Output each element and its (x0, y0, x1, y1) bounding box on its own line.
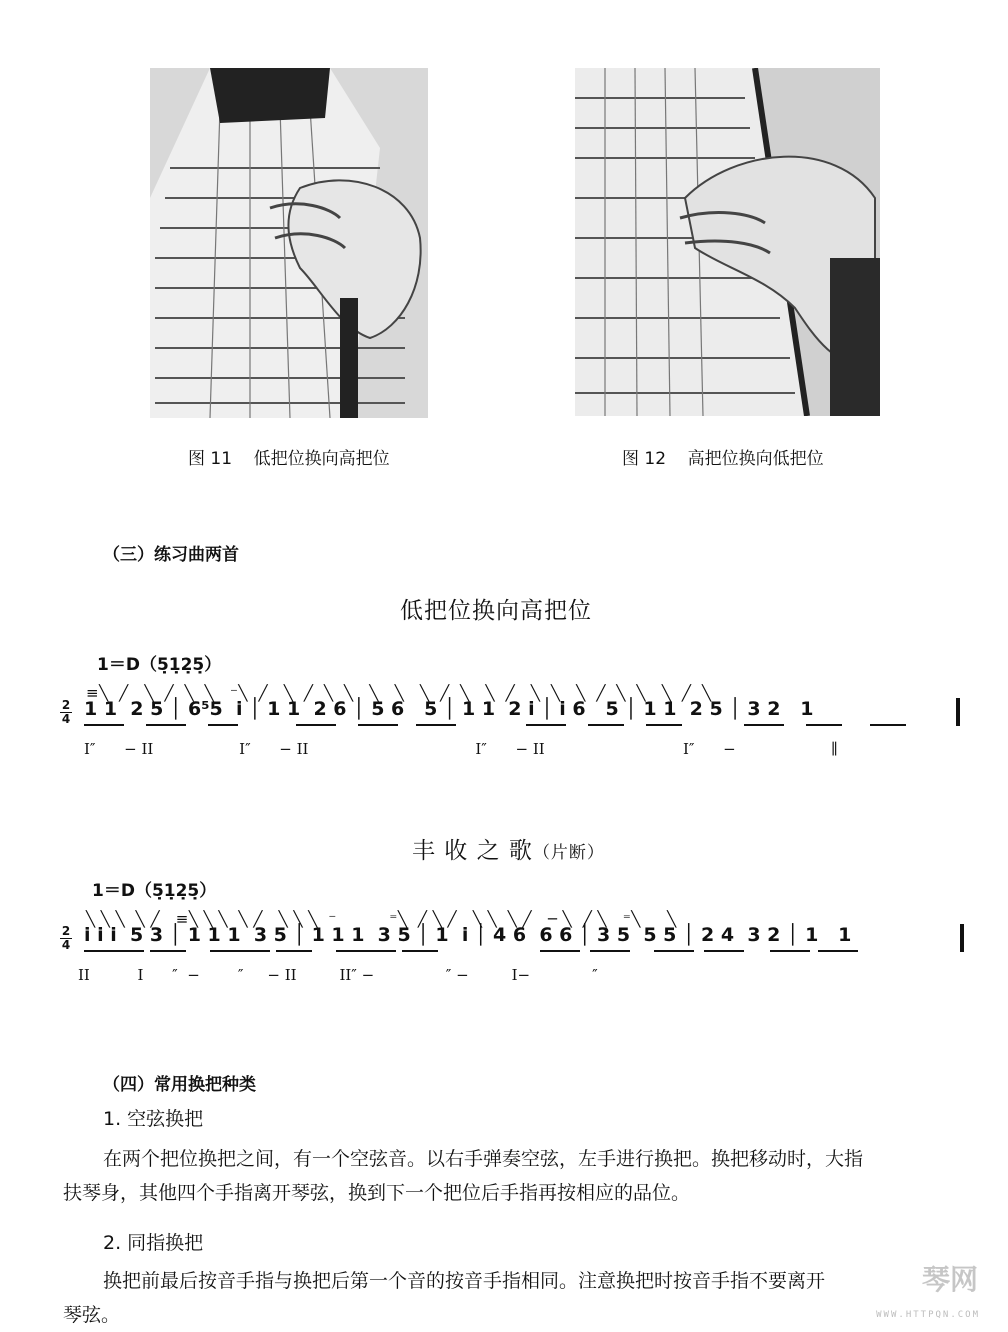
watermark-logo: 琴网 (921, 1263, 978, 1296)
item-1-line-2: 扶琴身，其他四个手指离开琴弦，换到下一个把位后手指再按相应的品位。 (63, 1182, 691, 1204)
song-2-time-signature: 2 4 (61, 924, 71, 952)
song-1-key: 1＝D（5̣1̣2̣5̣） (97, 655, 222, 675)
song-1-title: 低把位换向高把位 (400, 598, 592, 624)
item-2-line-2: 琴弦。 (63, 1304, 121, 1326)
song-2-title-text: 丰 收 之 歌 (412, 838, 533, 864)
figure-12-caption: 图 12 高把位换向低把位 (622, 449, 824, 469)
section-3-heading: （三）练习曲两首 (103, 545, 239, 565)
item-2-title: 2. 同指换把 (103, 1232, 204, 1254)
song-2-subtitle: （片断） (532, 843, 605, 863)
song-2-key: 1＝D（5̣1̣2̣5̣） (92, 881, 217, 901)
item-2-line-1: 换把前最后按音手指与换把后第一个音的按音手指相同。注意换把时按音手指不要离开 (103, 1270, 826, 1292)
watermark-url: WWW.HTTPQN.COM (876, 1310, 980, 1320)
figure-11-photo (150, 68, 428, 418)
item-1-paragraph (63, 1142, 963, 1210)
song-1-score: 2 4 ≡╲ ╱ ╲ ╱ ╲ ╲ ⁻╲ ╱ ╲ ╱ ╲ ╲ ╲ ╲ ╲ ╱ ╲ ╲ ╱ ╲ ╲ ╲ ╱ ╲ ╲ ╲ ╱ ╲ 1 1 2 5 │ 6⁵5 i │ 1 1 2 6 │ 5 6 5 │ 1 1 2 i │ i 6 5 │ 1 1 2 5 │ 3 2 1 I″ − II I″ − II I″ − II I″ − ∥ (0, 678, 1008, 768)
figure-12-photo (575, 68, 880, 416)
item-2-paragraph (63, 1264, 963, 1332)
figure-11-caption: 图 11 低把位换向高把位 (188, 449, 390, 469)
item-1-title: 1. 空弦换把 (103, 1108, 204, 1130)
song-2-title (412, 832, 605, 865)
item-1-line-1: 在两个把位换把之间，有一个空弦音。以右手弹奏空弦，左手进行换把。换把移动时，大指 (103, 1148, 864, 1170)
section-4-heading: （四）常用换把种类 (103, 1075, 256, 1095)
song-1-time-signature: 2 4 (61, 698, 71, 726)
song-2-score: 2 4 ╲ ╲ ╲ ╲ ╱ ≡╲ ╲ ╲ ╲ ╱ ╲ ╲ ╲ ⁻ ⁼╲ ╱ ╲ ╱ ╲ ╲ ╲ ╱ ─ ╲ ╱ ╲ ⁼╲ ╲ i i i 5 3 │ 1 1 1 3 5 │ 1 1 1 3 5 │ 1 i │ 4 6 6 6 │ 3 5 5 5 │ 2 4 3 2 │ 1 1 II I ″ − ″ − II II″ − ″ − I− ″ (0, 904, 1008, 994)
